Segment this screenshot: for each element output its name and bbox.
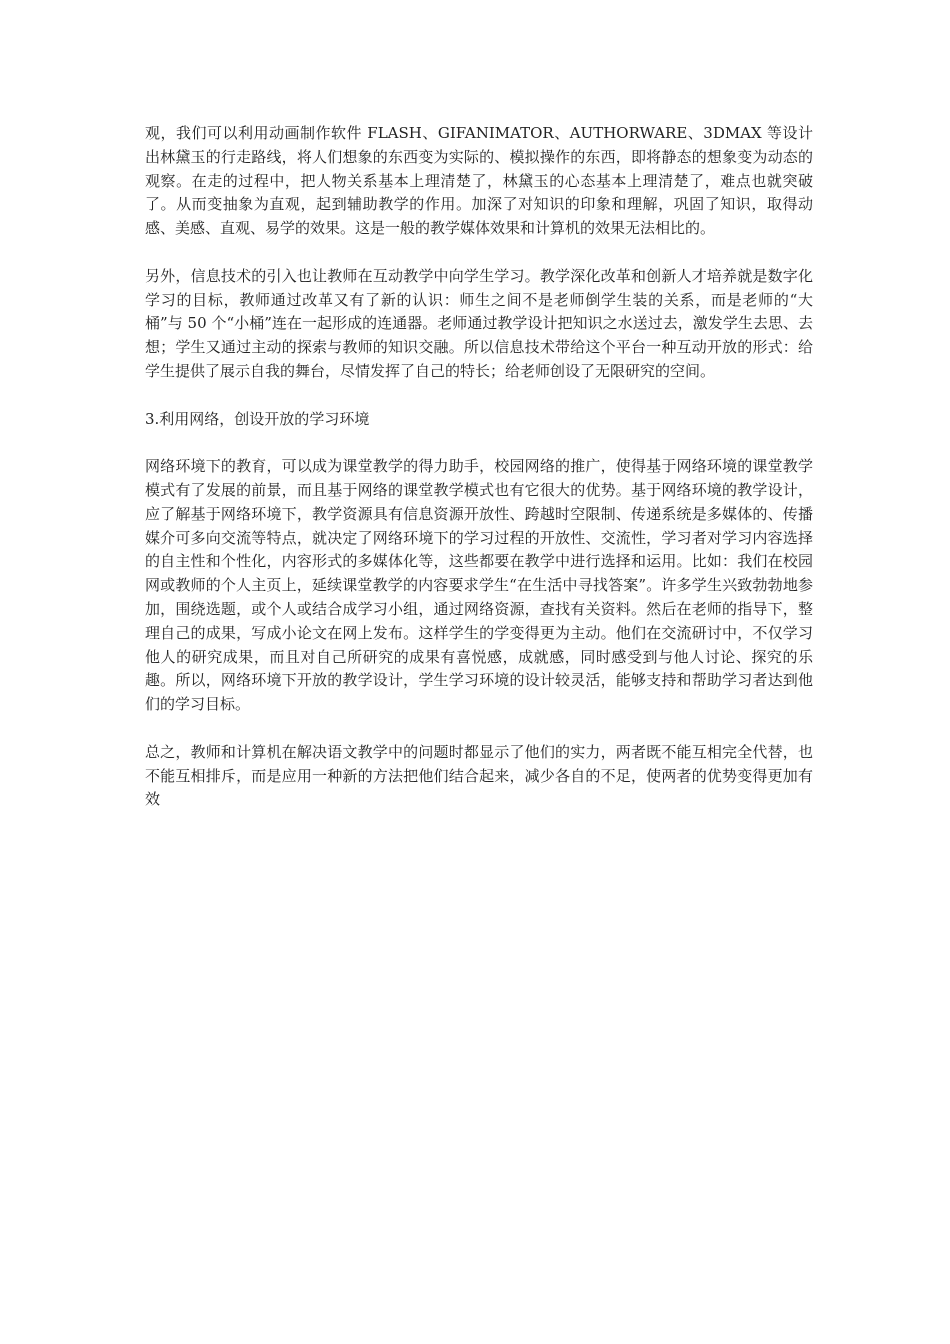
paragraph-interactive-teaching: 另外，信息技术的引入也让教师在互动教学中向学生学习。教学深化改革和创新人才培养就是数字化学习的目标，教师通过改革又有了新的认识：师生之间不是老师倒学生装的关系，而是老师的“大桶”与 50 个“小桶”连在一起形成的连通器。老师通过教学设计把知识之水送过去，激发学生去思、去想；学生又通过主动的探索与教师的知识交融。所以信息技术带给这个平台一种互动开放的形式：给学生提供了展示自我的舞台，尽情发挥了自己的特长；给老师创设了无限研究的空间。 [145,266,813,380]
paragraph-conclusion: 总之，教师和计算机在解决语文教学中的问题时都显示了他们的实力，两者既不能互相完全代替，也不能互相排斥，而是应用一种新的方法把他们结合起来，减少各自的不足，使两者的优势变得更加有效 [145,742,813,809]
paragraph-animation-software: 观，我们可以利用动画制作软件 FLASH、GIFANIMATOR、AUTHORWARE、3DMAX 等设计出林黛玉的行走路线，将人们想象的东西变为实际的、模拟操作的东西，即将静态的想象变为动态的观察。在走的过程中，把人物关系基本上理清楚了，林黛玉的心态基本上理清楚了，难点也就突破了。从而变抽象为直观，起到辅助教学的作用。加深了对知识的印象和理解，巩固了知识，取得动感、美感、直观、易学的效果。这是一般的教学媒体效果和计算机的效果无法相比的。 [145,124,813,238]
document-body [145,122,813,836]
paragraph-network-environment: 网络环境下的教育，可以成为课堂教学的得力助手，校园网络的推广，使得基于网络环境的课堂教学模式有了发展的前景，而且基于网络的课堂教学模式也有它很大的优势。基于网络环境的教学设计，应了解基于网络环境下，教学资源具有信息资源开放性、跨越时空限制、传递系统是多媒体的、传播媒介可多向交流等特点，就决定了网络环境下的学习过程的开放性、交流性，学习者对学习内容选择的自主性和个性化，内容形式的多媒体化等，这些都要在教学中进行选择和运用。比如：我们在校园网或教师的个人主页上，延续课堂教学的内容要求学生“在生活中寻找答案”。许多学生兴致勃勃地参加，围绕选题，或个人或结合成学习小组，通过网络资源，查找有关资料。然后在老师的指导下，整理自己的成果，写成小论文在网上发布。这样学生的学变得更为主动。他们在交流研讨中，不仅学习他人的研究成果，而且对自己所研究的成果有喜悦感，成就感，同时感受到与他人讨论、探究的乐趣。所以，网络环境下开放的教学设计，学生学习环境的设计较灵活，能够支持和帮助学习者达到他们的学习目标。 [145,457,813,714]
section-heading-network: 3.利用网络，创设开放的学习环境 [145,409,370,428]
